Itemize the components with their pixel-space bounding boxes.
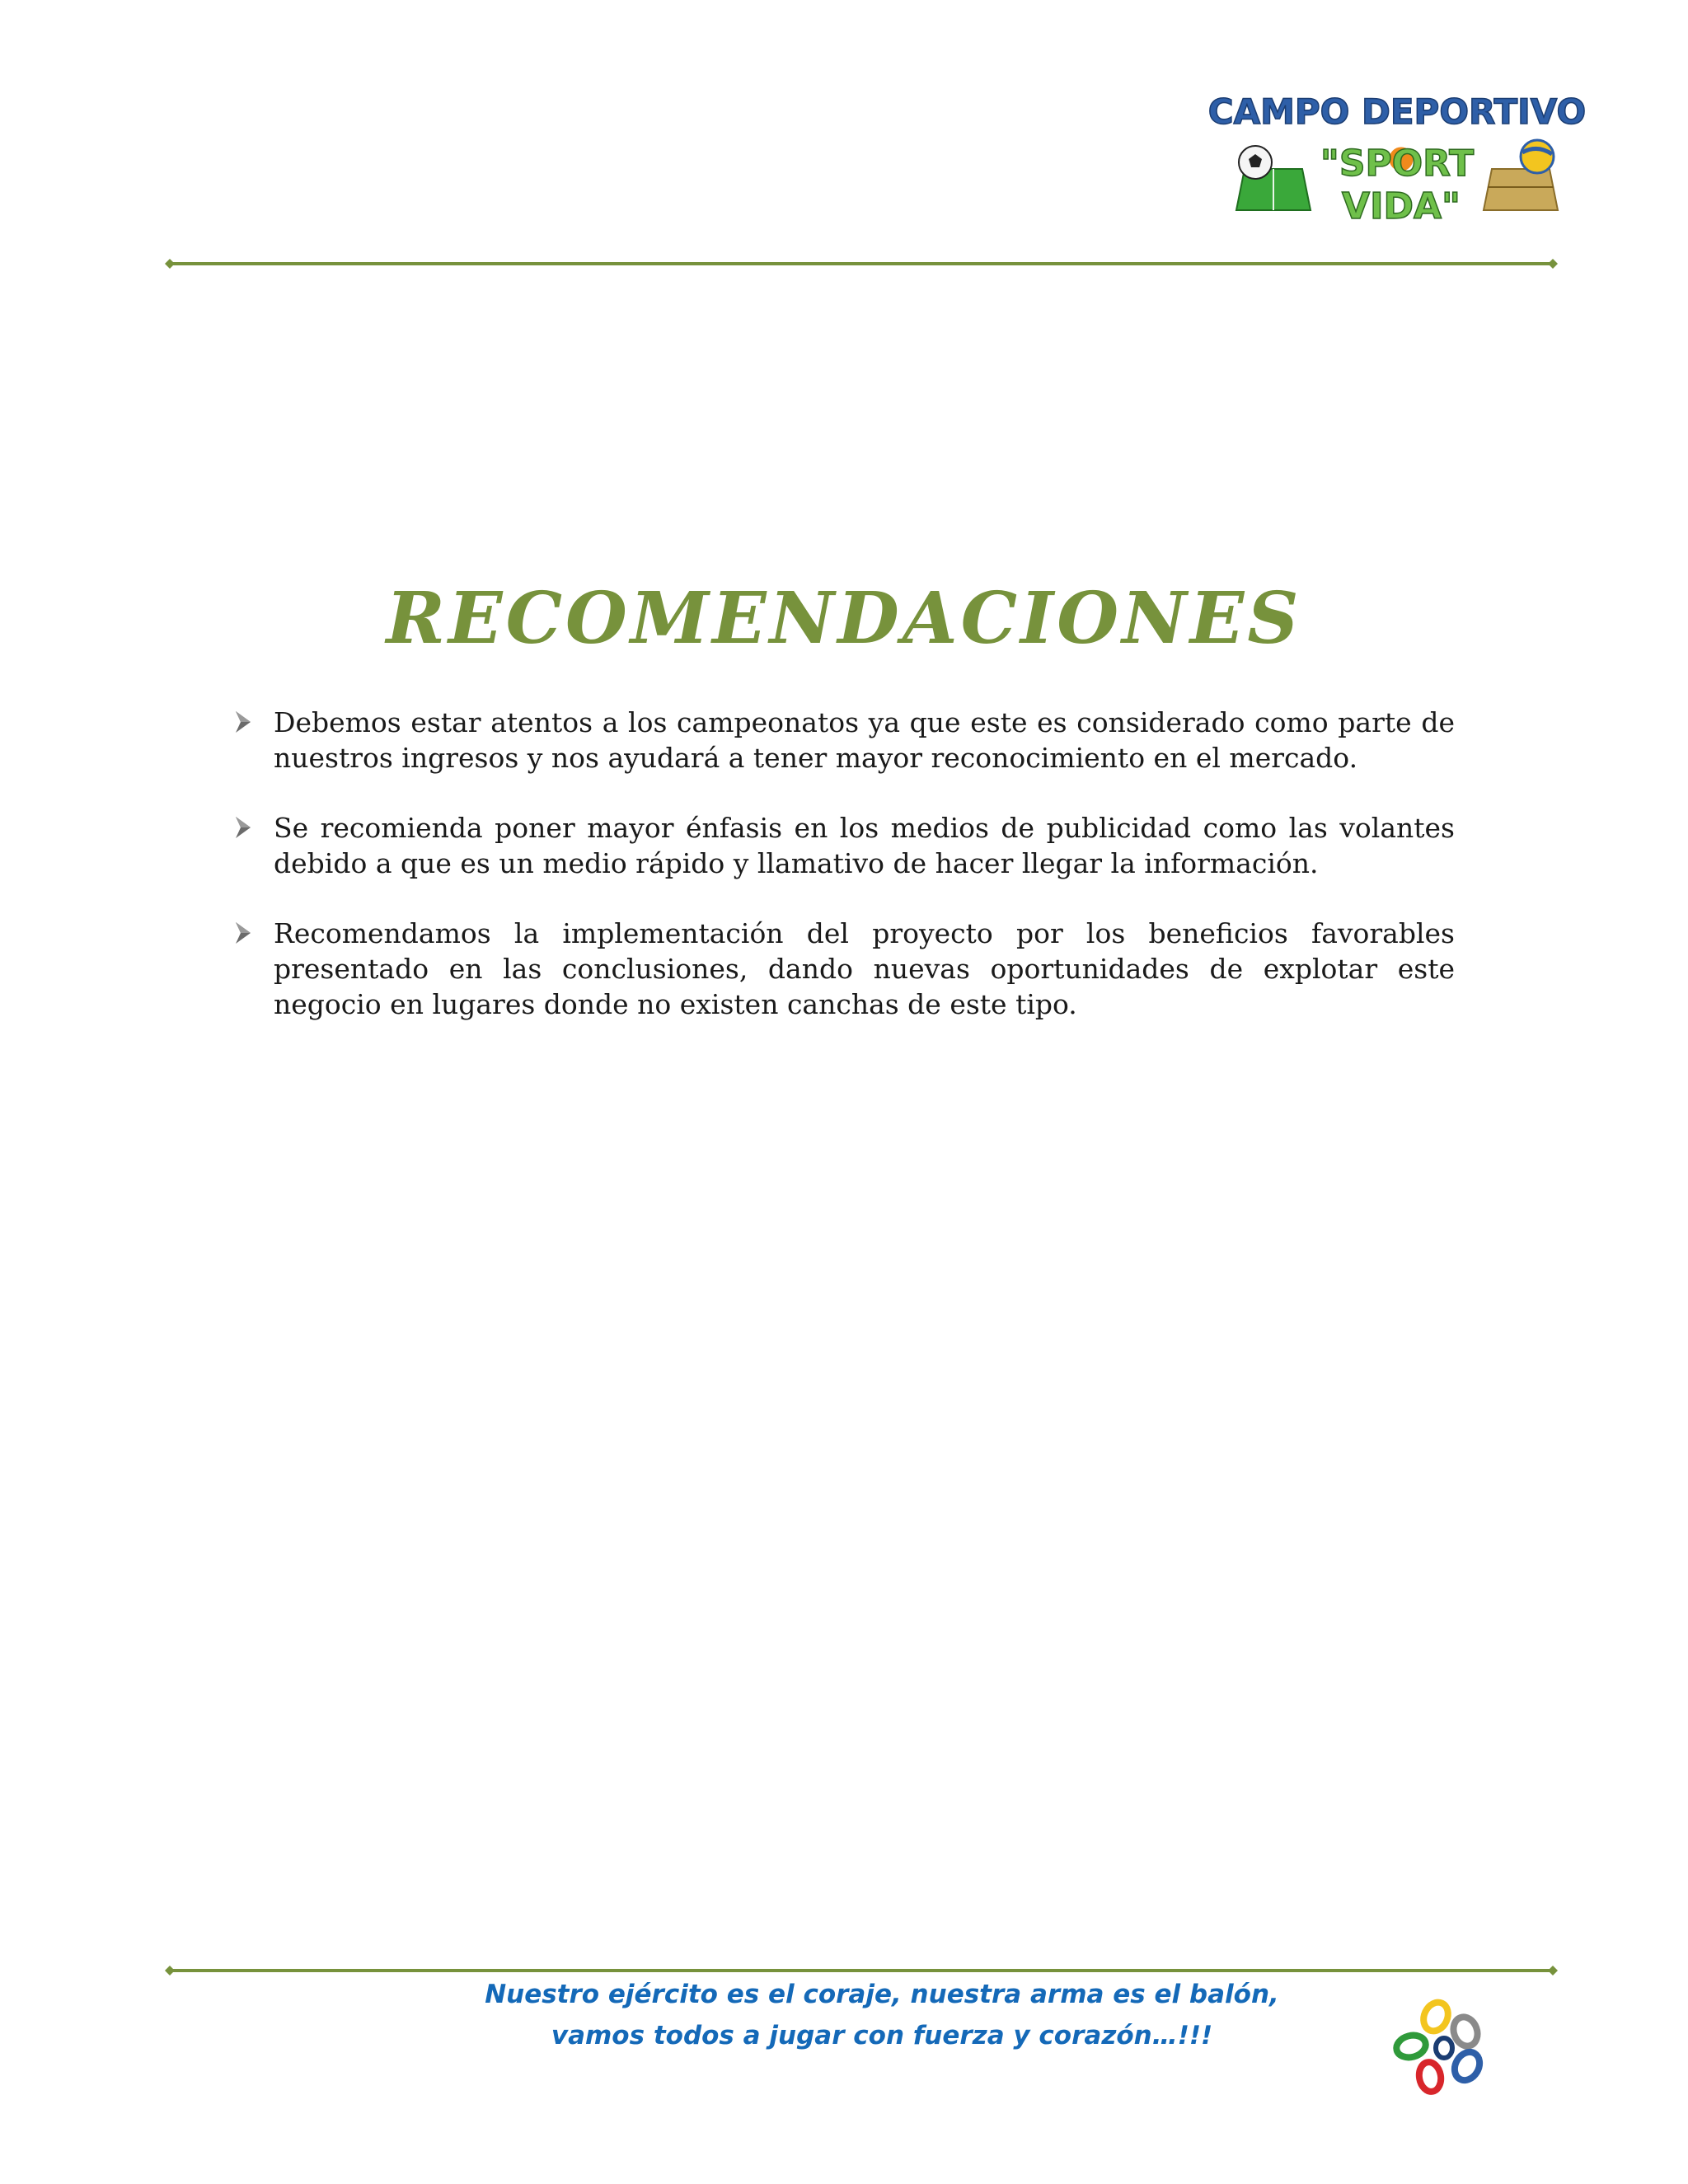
recommendation-text: Se recomienda poner mayor énfasis en los medios de publicidad como las volantes debido a que es un medio rápido y llamativo de hacer llegar la información. xyxy=(274,812,1455,879)
footer-divider xyxy=(165,1967,1558,1974)
arrow-bullet-icon xyxy=(234,921,252,945)
volleyball-icon xyxy=(1521,140,1554,173)
arrow-bullet-icon xyxy=(234,710,252,734)
logo-text-line3: VIDA" xyxy=(1342,185,1461,227)
recommendations-list xyxy=(231,705,1455,1057)
page-title: RECOMENDACIONES xyxy=(386,577,1302,660)
recommendation-text: Debemos estar atentos a los campeonatos ya que este es considerado como parte de nuestros ingresos y nos ayudará a tener mayor reconocimiento en el mercado. xyxy=(274,706,1455,774)
list-item xyxy=(231,810,1455,881)
header-divider xyxy=(165,260,1558,267)
arrow-bullet-icon xyxy=(234,815,252,840)
recommendation-text: Recomendamos la implementación del proyecto por los beneficios favorables presentado en las conclusiones, dando nuevas oportunidades de explotar este negocio en lugares donde no existen canchas de este tipo. xyxy=(274,917,1455,1020)
rings-logo-icon xyxy=(1393,1999,1492,2102)
campo-deportivo-logo xyxy=(1207,87,1587,239)
list-item xyxy=(231,705,1455,776)
motto-line-1: Nuestro ejército es el coraje, nuestra arma es el balón, xyxy=(485,1980,1279,2009)
logo-text-line1: CAMPO DEPORTIVO xyxy=(1207,91,1587,132)
list-item xyxy=(231,916,1455,1022)
motto-line-2: vamos todos a jugar con fuerza y corazón…!!! xyxy=(551,2021,1213,2050)
logo-text-line2: "SPORT xyxy=(1320,143,1475,185)
footer-motto xyxy=(346,1974,1418,2056)
